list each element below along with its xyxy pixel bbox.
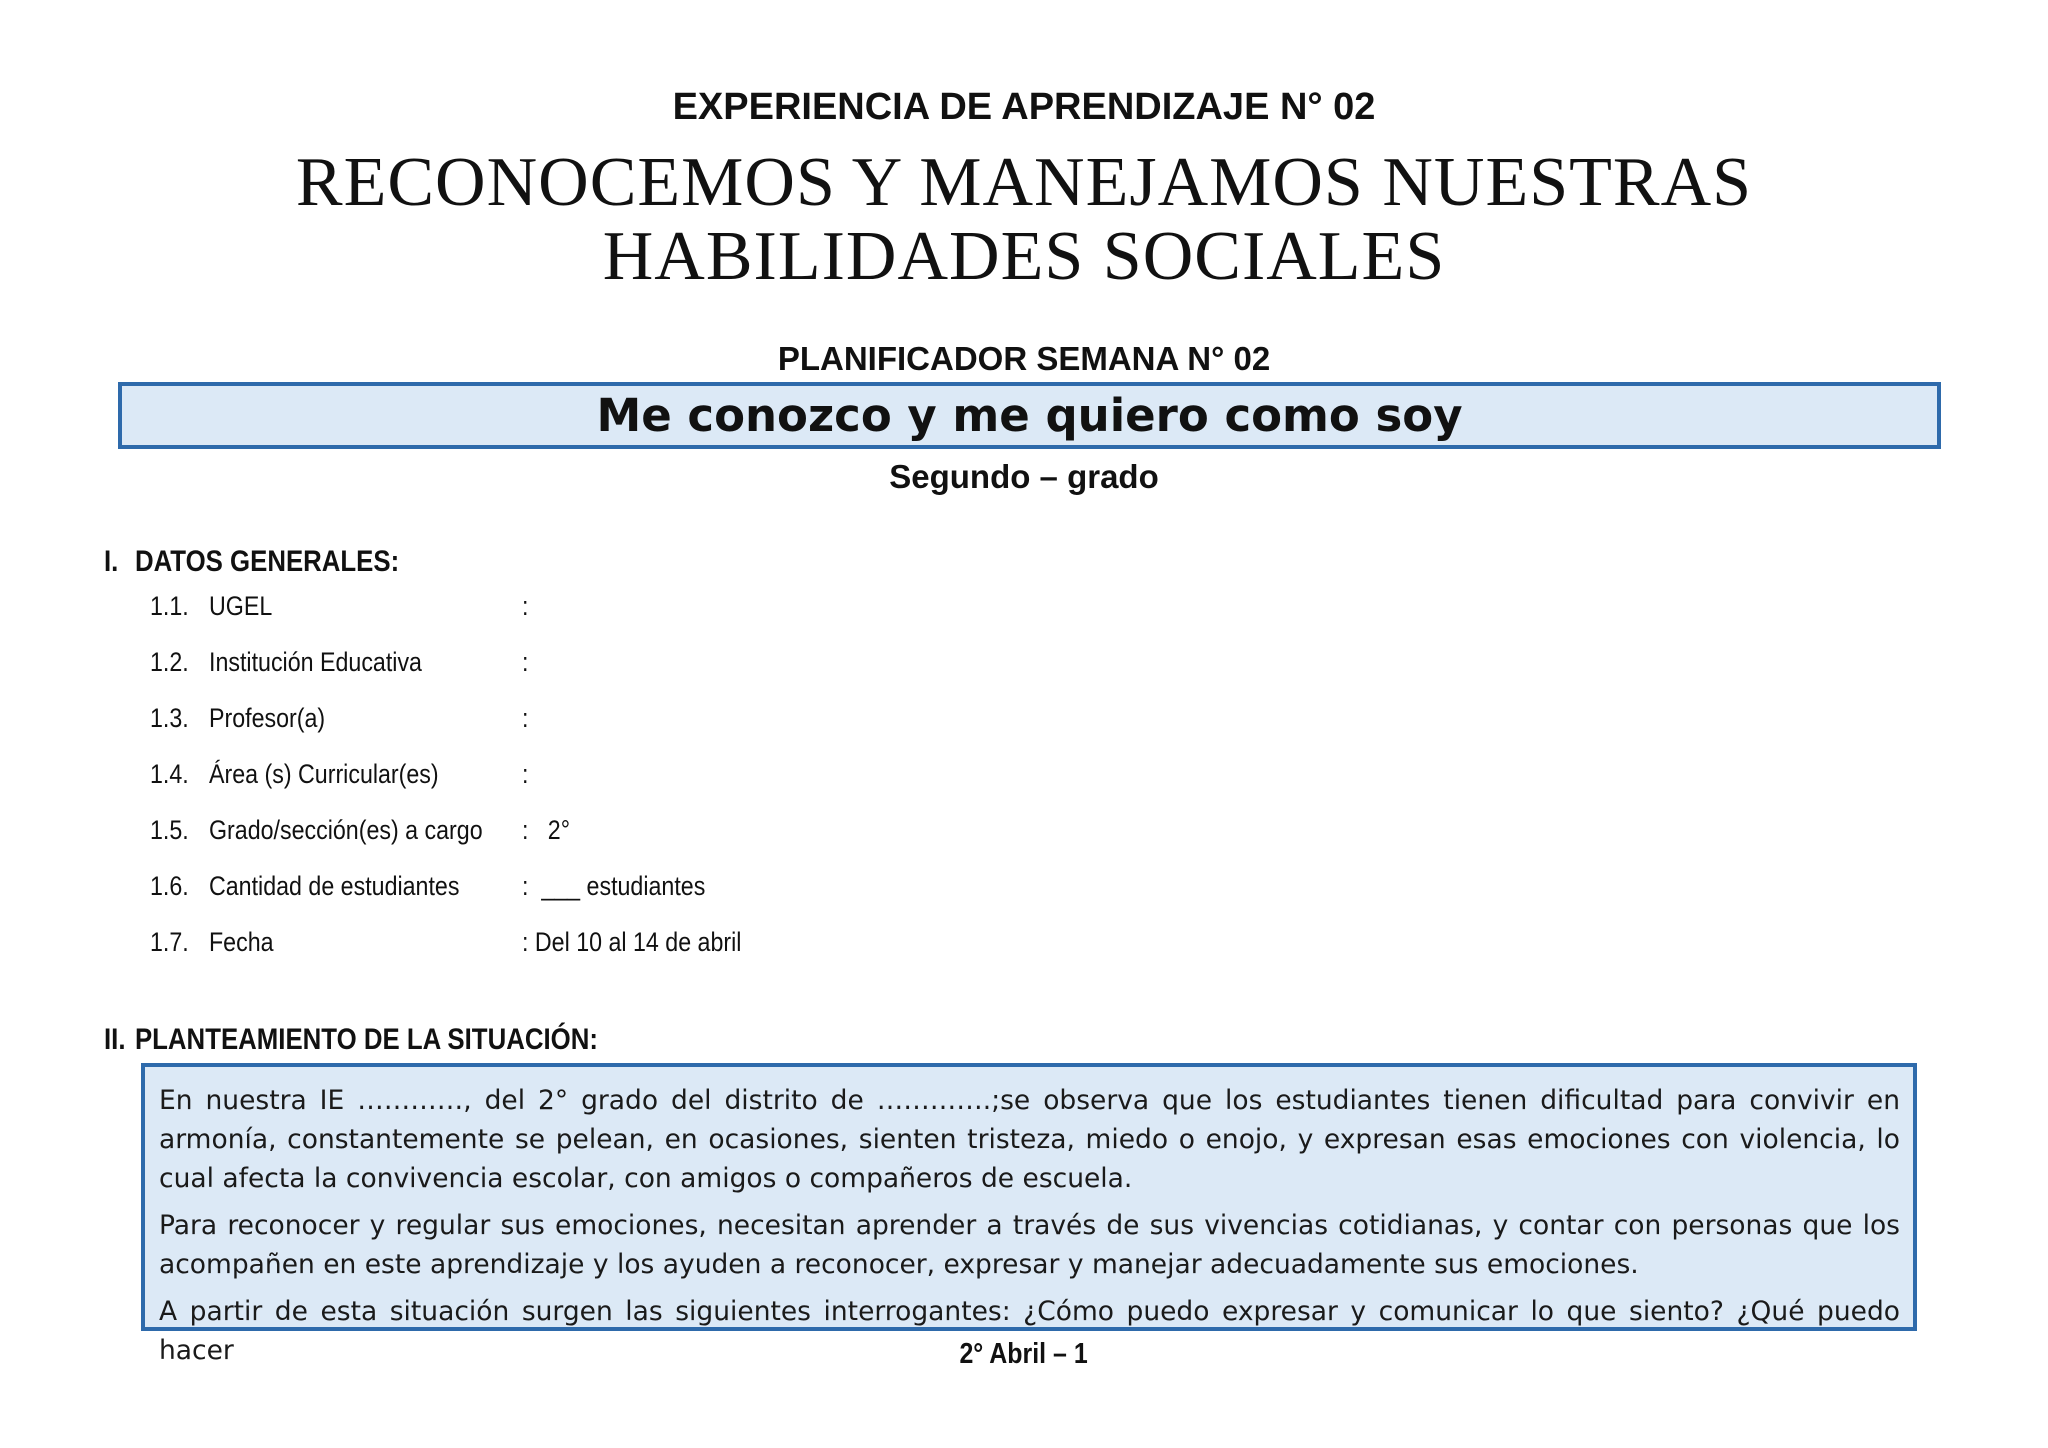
row-value: : Del 10 al 14 de abril — [522, 927, 742, 957]
grade-label: Segundo – grado — [889, 458, 1159, 495]
planner-heading: PLANIFICADOR SEMANA N° 02 — [777, 340, 1271, 377]
row-number: 1.6. — [150, 871, 189, 901]
section-number: II. — [104, 1023, 126, 1056]
row-number: 1.1. — [150, 591, 189, 621]
row-number: 1.2. — [150, 647, 189, 677]
section-situation-heading — [104, 1023, 598, 1057]
row-number: 1.3. — [150, 703, 189, 733]
row-label: Institución Educativa — [209, 647, 422, 677]
situation-paragraph-1: En nuestra IE …………, del 2° grado del distrito de ………….;se observa que los estudiantes tienen dificultad para convivir en armonía, constantemente se pelean, en ocasiones, sienten tristeza, miedo o enojo, y expresan esas emociones con violencia, lo cual afecta la convivencia escolar, con amigos o compañeros de escuela. — [159, 1085, 1900, 1194]
row-label: Grado/sección(es) a cargo — [209, 815, 483, 845]
section-number: I. — [104, 545, 119, 578]
section-title: DATOS GENERALES: — [134, 545, 400, 578]
topic-banner — [118, 382, 1941, 449]
row-label: UGEL — [209, 591, 273, 621]
row-number: 1.7. — [150, 927, 189, 957]
row-label: Cantidad de estudiantes — [209, 871, 460, 901]
section-general-data-heading — [104, 545, 399, 579]
situation-paragraph-3: A partir de esta situación surgen las siguientes interrogantes: ¿Cómo puedo expresar y comunicar lo que siento? ¿Qué puedo hacer — [159, 1296, 1900, 1366]
row-label: Profesor(a) — [209, 703, 326, 733]
row-value: : 2° — [522, 815, 571, 845]
situation-paragraph-2: Para reconocer y regular sus emociones, necesitan aprender a través de sus vivencias cotidianas, y contar con personas que los acompañen en este aprendizaje y los ayuden a reconocer, expresar y manejar adecuadamente sus emociones. — [159, 1210, 1900, 1280]
row-value: : ___ estudiantes — [522, 871, 706, 901]
document-title — [0, 146, 2048, 294]
row-number: 1.5. — [150, 815, 189, 845]
row-value: : — [522, 591, 529, 621]
topic-title: Me conozco y me quiero como soy — [596, 389, 1463, 442]
row-value: : — [522, 647, 529, 677]
row-label: Fecha — [209, 927, 274, 957]
section-title: PLANTEAMIENTO DE LA SITUACIÓN: — [134, 1023, 598, 1056]
title-line-2: HABILIDADES SOCIALES — [602, 218, 1446, 295]
row-value: : — [522, 703, 529, 733]
row-number: 1.4. — [150, 759, 189, 789]
row-label: Área (s) Curricular(es) — [209, 759, 439, 789]
title-line-1: RECONOCEMOS Y MANEJAMOS NUESTRAS — [295, 144, 1753, 221]
page-footer — [0, 1338, 2048, 1371]
footer-page-label: 2° Abril – 1 — [959, 1338, 1089, 1370]
experience-heading: EXPERIENCIA DE APRENDIZAJE N° 02 — [672, 86, 1376, 128]
row-value: : — [522, 759, 529, 789]
